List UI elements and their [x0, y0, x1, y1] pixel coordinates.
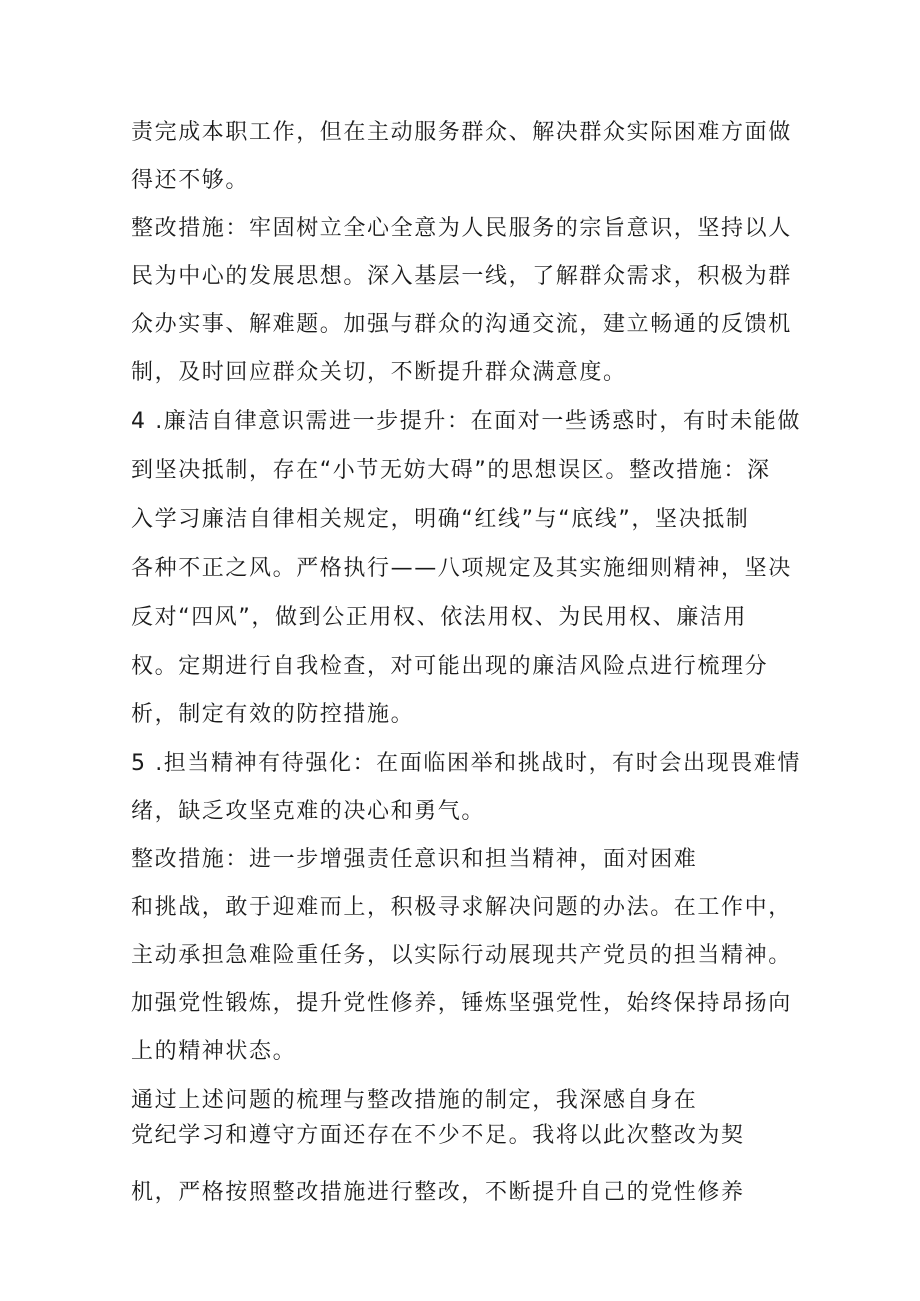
text-line-14: 5 .担当精神有待强化：在面临困举和挑战时，有时会出现畏难情 — [131, 751, 801, 776]
text-line-10: 各种不正之风。严格执行——八项规定及其实施细则精神，坚决 — [131, 556, 792, 581]
text-line-3: 整改措施：牢固树立全心全意为人民服务的宗旨意识，坚持以人 — [131, 216, 792, 241]
text-line-17: 和挑战，敢于迎难而上，积极寻求解决问题的办法。在工作中， — [131, 895, 792, 920]
text-line-19: 加强党性锻炼，提升党性修养，锤炼坚强党性，始终保持昂扬向 — [131, 991, 792, 1016]
text-line-12: 权。定期进行自我检查，对可能出现的廉洁风险点进行梳理分 — [131, 654, 769, 679]
text-line-6: 制，及时回应群众关切，不断提升群众满意度。 — [131, 360, 627, 385]
text-line-16: 整改措施：进一步增强责任意识和担当精神，面对困难 — [131, 847, 698, 872]
text-line-5: 众办实事、解难题。加强与群众的沟通交流，建立畅通的反馈机 — [131, 312, 792, 337]
text-line-4: 民为中心的发展思想。深入基层一线，了解群众需求，积极为群 — [131, 264, 792, 289]
text-line-20: 上的精神状态。 — [131, 1039, 297, 1064]
text-line-21: 通过上述问题的梳理与整改措施的制定，我深感自身在 — [131, 1088, 698, 1113]
text-line-11: 反对“四风”，做到公正用权、依法用权、为民用权、廉洁用 — [131, 605, 747, 630]
text-line-18: 主动承担急难险重任务，以实际行动展现共产党员的担当精神。 — [131, 943, 792, 968]
text-line-7: 4 .廉洁自律意识需进一步提升：在面对一些诱惑时，有时未能做 — [131, 409, 801, 434]
text-line-1: 责完成本职工作，但在主动服务群众、解决群众实际困难方面做 — [131, 120, 792, 145]
text-line-8: 到坚决抵制，存在“小节无妨大碍”的思想误区。整改措施：深 — [131, 458, 771, 483]
text-line-23: 机，严格按照整改措施进行整改，不断提升自己的党性修养 — [131, 1180, 745, 1205]
text-line-22: 党纪学习和遵守方面还存在不少不足。我将以此次整改为契 — [131, 1123, 745, 1148]
text-line-9: 入学习廉洁自律相关规定，明确“红线”与“底线”，坚决抵制 — [131, 507, 750, 532]
text-line-13: 析，制定有效的防控措施。 — [131, 702, 415, 727]
text-line-15: 绪，缺乏攻坚克难的决心和勇气。 — [131, 799, 486, 824]
text-line-2: 得还不够。 — [131, 168, 250, 193]
